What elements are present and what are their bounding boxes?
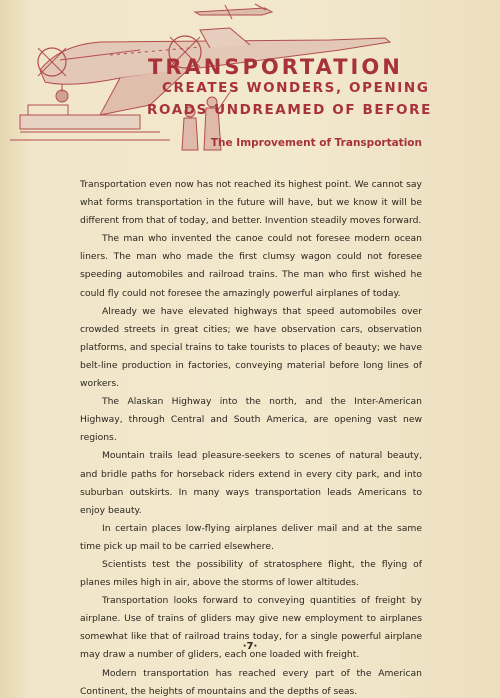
paragraph: The Alaskan Highway into the north, and the Inter-American Highway, through Central and South America, are opening vast new regions.: [80, 396, 422, 444]
paragraph: Transportation even now has not reached its highest point. We cannot say what forms transportation in the future will have, but we know it will be different from that of today, and better. Invention steadily moves forward.: [80, 179, 422, 227]
paragraph: Modern transportation has reached every part of the American Continent, the heights of mountains and the depths of seas.: [80, 667, 422, 697]
body-text: [80, 176, 422, 698]
paragraph: Transportation looks forward to conveying quantities of freight by airplane. Use of trains of gliders may give new employment to airplanes somewhat like that of railroad trains today, for a single powerful airplane may draw a number of gliders, each one loaded with freight.: [80, 595, 422, 661]
small-airplane-icon: [195, 4, 272, 19]
page-title: TRANSPORTATION: [148, 55, 403, 79]
paragraph: In certain places low-flying airplanes deliver mail and at the same time pick up mail to be carried elsewhere.: [80, 522, 422, 552]
subtitle-line-1: CREATES WONDERS, OPENING: [162, 80, 430, 96]
subtitle-line-2: ROADS UNDREAMED OF BEFORE: [147, 102, 432, 118]
paragraph: Scientists test the possibility of stratosphere flight, the flying of planes miles high in air, above the storms of lower altitudes.: [80, 558, 422, 589]
paragraph: Mountain trails lead pleasure-seekers to scenes of natural beauty, and bridle paths for horseback riders extend in every city park, and into suburban outskirts. In many ways transportation leads Americans to enjoy beauty.: [80, 450, 422, 516]
paragraph: Already we have elevated highways that speed automobiles over crowded streets in great cities; we have observation cars, observation platforms, and special trains to take tourists to places of beauty; we have belt-line production in factories, conveying material before long lines of workers.: [80, 305, 422, 390]
airport-building-icon: [10, 105, 170, 140]
section-heading: The Improvement of Transportation: [210, 137, 422, 149]
page-number: ·7·: [242, 641, 258, 652]
paragraph: The man who invented the canoe could not foresee modern ocean liners. The man who made the first clumsy wagon could not foresee speeding automobiles and railroad trains. The man who first wished he could fly could not foresee the amazingly powerful airplanes of today.: [80, 233, 422, 299]
